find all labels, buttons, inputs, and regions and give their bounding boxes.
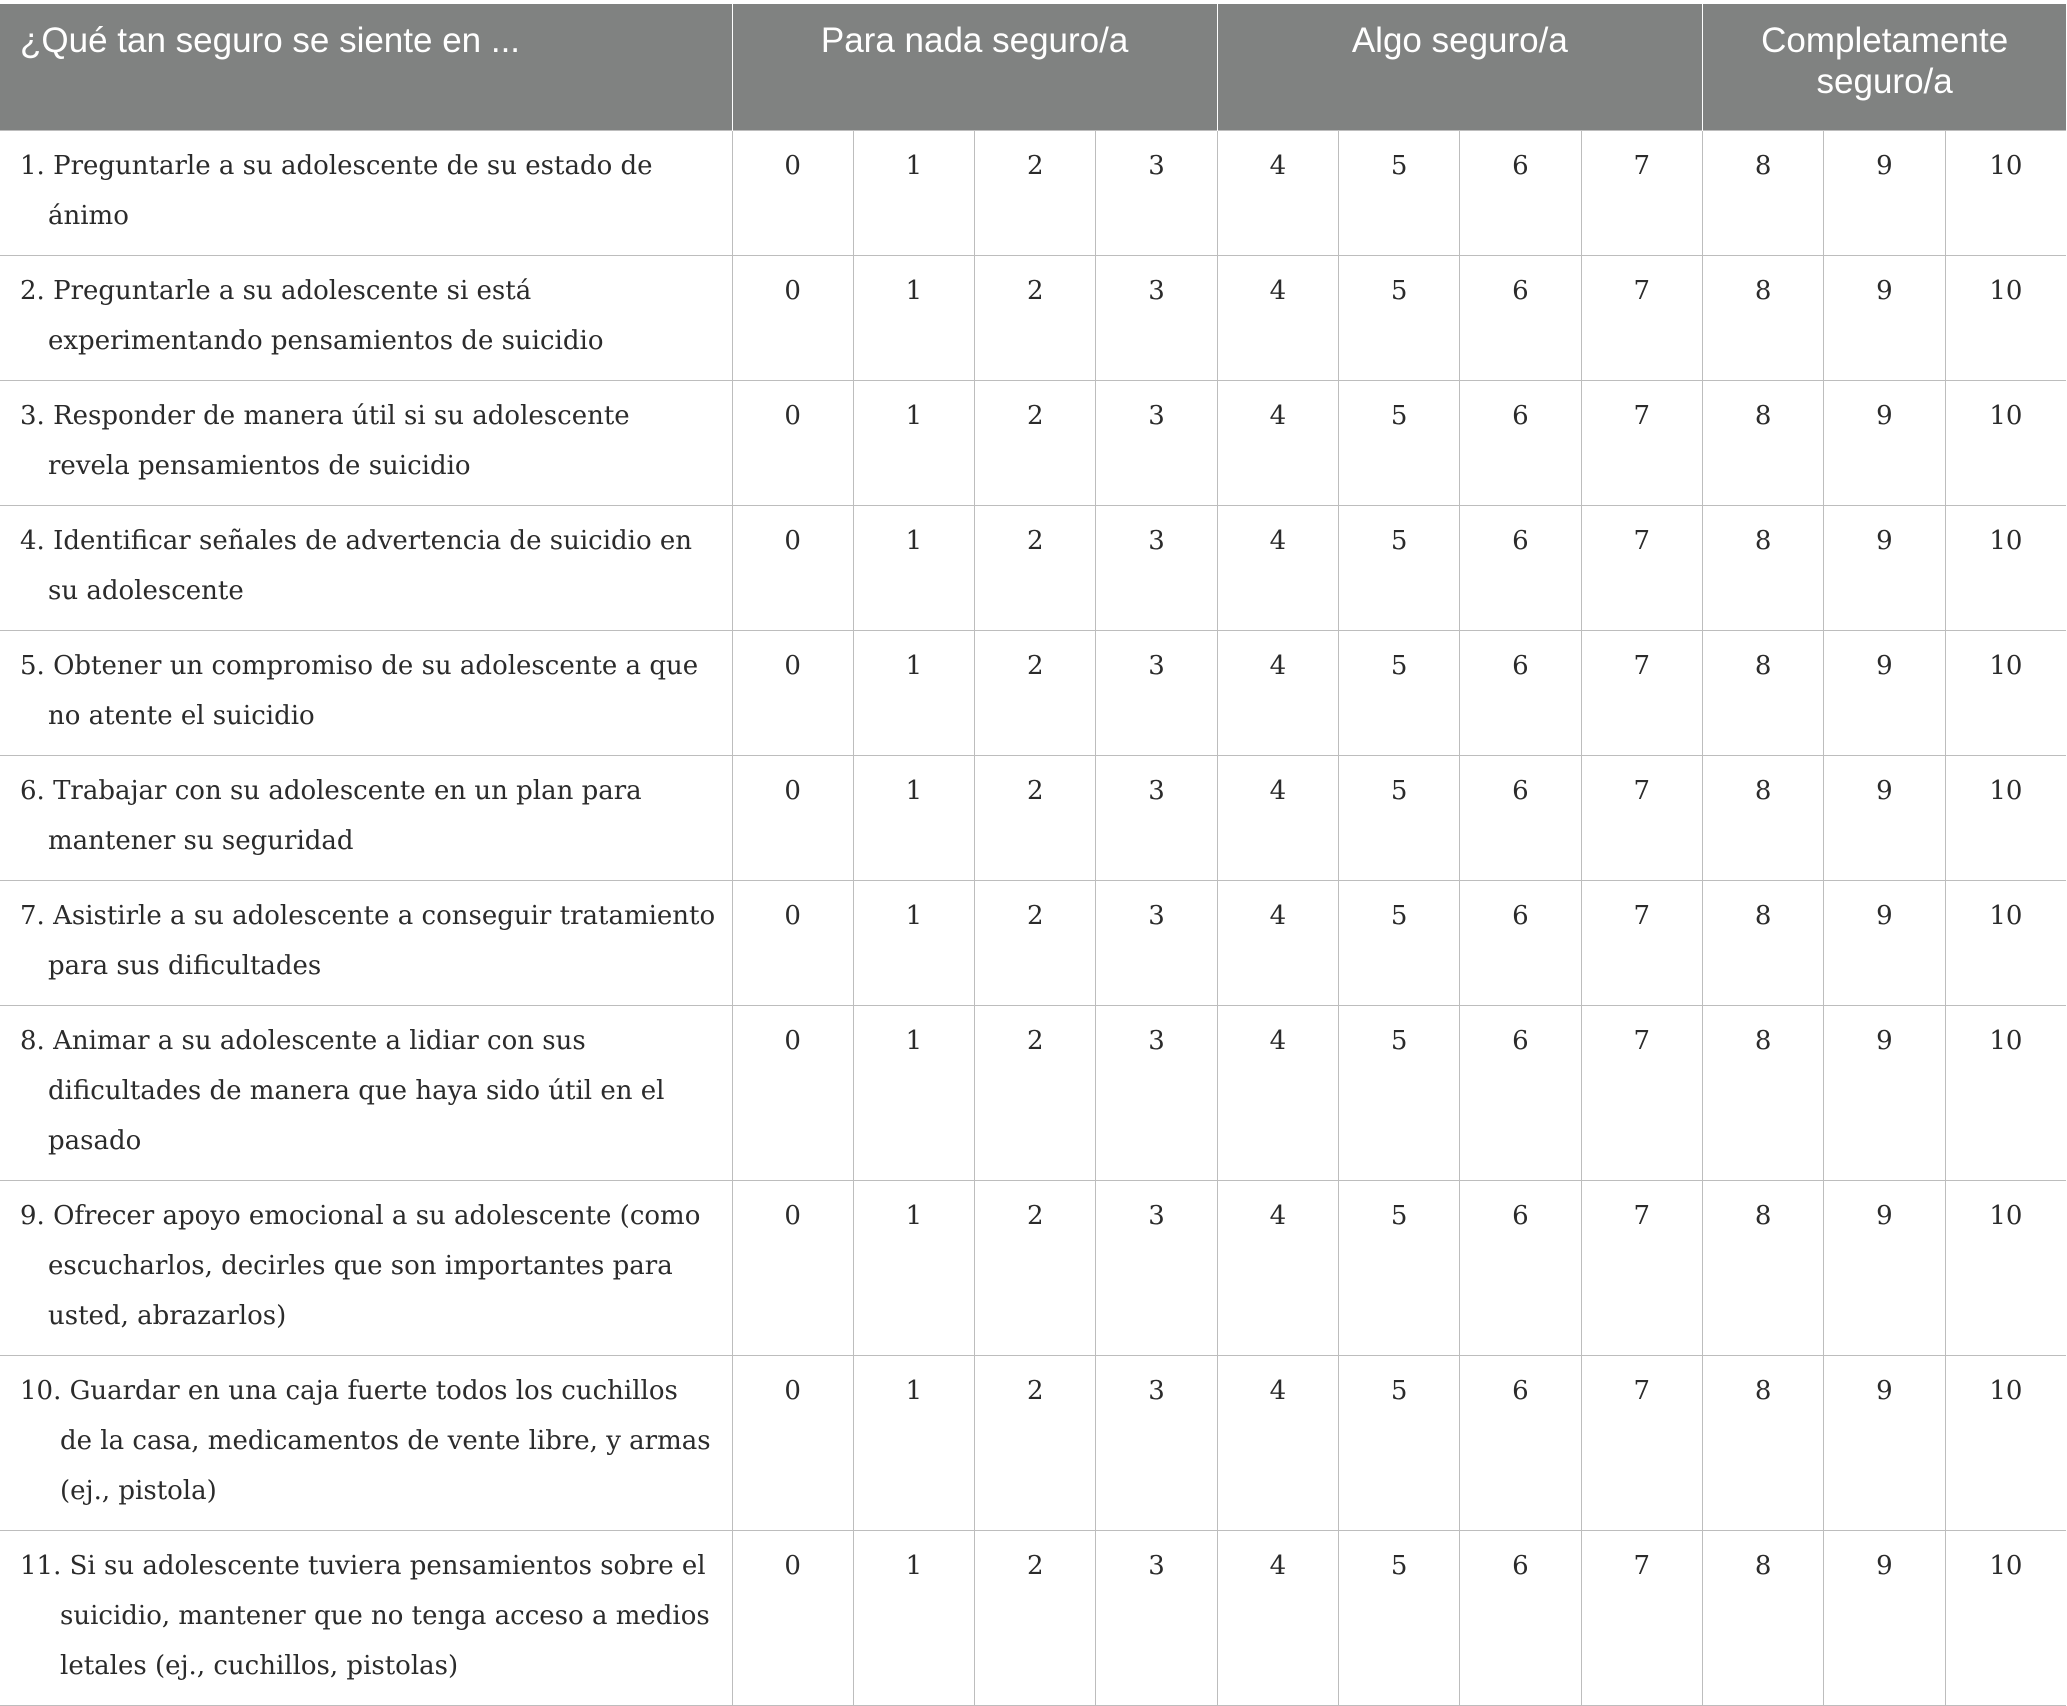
rating-option[interactable]: 8 — [1702, 131, 1823, 256]
rating-option[interactable]: 2 — [975, 381, 1096, 506]
table-row — [0, 1531, 2066, 1706]
rating-option[interactable]: 3 — [1096, 1181, 1217, 1356]
rating-option[interactable]: 7 — [1581, 1181, 1702, 1356]
table-row — [0, 506, 2066, 631]
rating-option[interactable]: 8 — [1702, 631, 1823, 756]
rating-option[interactable]: 9 — [1824, 256, 1945, 381]
rating-option[interactable]: 5 — [1339, 131, 1460, 256]
rating-option[interactable]: 9 — [1824, 881, 1945, 1006]
rating-option[interactable]: 0 — [732, 506, 853, 631]
rating-option[interactable]: 5 — [1339, 631, 1460, 756]
question-cell — [0, 881, 732, 1006]
table-row — [0, 631, 2066, 756]
rating-option[interactable]: 2 — [975, 1006, 1096, 1181]
rating-option[interactable]: 0 — [732, 1181, 853, 1356]
rating-option[interactable]: 4 — [1217, 1181, 1338, 1356]
rating-option[interactable]: 3 — [1096, 1006, 1217, 1181]
rating-option[interactable]: 6 — [1460, 756, 1581, 881]
table-row — [0, 1356, 2066, 1531]
rating-option[interactable]: 0 — [732, 1531, 853, 1706]
question-cell — [0, 756, 732, 881]
rating-option[interactable]: 2 — [975, 631, 1096, 756]
rating-option[interactable]: 5 — [1339, 381, 1460, 506]
question-cell — [0, 631, 732, 756]
rating-option[interactable]: 1 — [853, 756, 974, 881]
rating-option[interactable]: 8 — [1702, 881, 1823, 1006]
rating-option[interactable]: 7 — [1581, 631, 1702, 756]
rating-option[interactable]: 3 — [1096, 506, 1217, 631]
question-cell — [0, 1356, 732, 1531]
rating-option[interactable]: 3 — [1096, 381, 1217, 506]
rating-option[interactable]: 8 — [1702, 256, 1823, 381]
rating-option[interactable]: 8 — [1702, 1531, 1823, 1706]
question-text: 4. Identificar señales de advertencia de suicidio en su adolescente — [20, 526, 693, 606]
rating-option[interactable]: 8 — [1702, 506, 1823, 631]
rating-option[interactable]: 7 — [1581, 756, 1702, 881]
rating-option[interactable]: 8 — [1702, 381, 1823, 506]
question-text: 1. Preguntarle a su adolescente de su estado de ánimo — [20, 151, 653, 231]
rating-option[interactable]: 1 — [853, 1531, 974, 1706]
table-row — [0, 256, 2066, 381]
rating-option[interactable]: 7 — [1581, 1006, 1702, 1181]
table-header-row — [0, 4, 2066, 131]
rating-option[interactable]: 0 — [732, 631, 853, 756]
confidence-scale-table — [0, 4, 2066, 1706]
rating-option[interactable]: 7 — [1581, 506, 1702, 631]
rating-option[interactable]: 3 — [1096, 1356, 1217, 1531]
rating-option[interactable]: 1 — [853, 1356, 974, 1531]
question-text: 9. Ofrecer apoyo emocional a su adolescente (como escucharlos, decirles que son importantes para usted, abrazarlos) — [20, 1201, 701, 1331]
question-text: 5. Obtener un compromiso de su adolescente a que no atente el suicidio — [20, 651, 699, 731]
rating-option[interactable]: 0 — [732, 881, 853, 1006]
question-cell — [0, 1006, 732, 1181]
rating-option[interactable]: 2 — [975, 1356, 1096, 1531]
rating-option[interactable]: 10 — [1945, 756, 2066, 881]
rating-option[interactable]: 0 — [732, 1356, 853, 1531]
question-text: 10. Guardar en una caja fuerte todos los cuchillos de la casa, medicamentos de vente libre, y armas (ej., pistola) — [20, 1376, 711, 1506]
question-cell — [0, 1181, 732, 1356]
rating-option[interactable]: 1 — [853, 1181, 974, 1356]
question-text: 11. Si su adolescente tuviera pensamientos sobre el suicidio, mantener que no tenga acceso a medios letales (ej., cuchillos, pistolas) — [20, 1551, 710, 1681]
rating-option[interactable]: 9 — [1824, 1006, 1945, 1181]
rating-option[interactable]: 10 — [1945, 256, 2066, 381]
table-body — [0, 131, 2066, 1706]
rating-option[interactable]: 7 — [1581, 881, 1702, 1006]
rating-option[interactable]: 6 — [1460, 1356, 1581, 1531]
rating-option[interactable]: 5 — [1339, 1006, 1460, 1181]
rating-option[interactable]: 9 — [1824, 631, 1945, 756]
rating-option[interactable]: 2 — [975, 256, 1096, 381]
rating-option[interactable]: 9 — [1824, 131, 1945, 256]
rating-option[interactable]: 5 — [1339, 1531, 1460, 1706]
rating-option[interactable]: 9 — [1824, 381, 1945, 506]
rating-option[interactable]: 5 — [1339, 1181, 1460, 1356]
rating-option[interactable]: 1 — [853, 881, 974, 1006]
rating-option[interactable]: 10 — [1945, 1006, 2066, 1181]
table-row — [0, 756, 2066, 881]
rating-option[interactable]: 0 — [732, 131, 853, 256]
rating-option[interactable]: 1 — [853, 381, 974, 506]
rating-option[interactable]: 10 — [1945, 506, 2066, 631]
rating-option[interactable]: 5 — [1339, 256, 1460, 381]
rating-option[interactable]: 4 — [1217, 256, 1338, 381]
rating-option[interactable]: 10 — [1945, 631, 2066, 756]
rating-option[interactable]: 9 — [1824, 1181, 1945, 1356]
rating-option[interactable]: 3 — [1096, 1531, 1217, 1706]
rating-option[interactable]: 3 — [1096, 881, 1217, 1006]
table-row — [0, 381, 2066, 506]
rating-option[interactable]: 3 — [1096, 756, 1217, 881]
rating-option[interactable]: 7 — [1581, 131, 1702, 256]
rating-option[interactable]: 5 — [1339, 1356, 1460, 1531]
question-text: 2. Preguntarle a su adolescente si está experimentando pensamientos de suicidio — [20, 276, 604, 356]
header-group-not-confident: Para nada seguro/a — [732, 4, 1217, 131]
rating-option[interactable]: 2 — [975, 1181, 1096, 1356]
rating-option[interactable]: 4 — [1217, 381, 1338, 506]
rating-option[interactable]: 8 — [1702, 1181, 1823, 1356]
rating-option[interactable]: 6 — [1460, 256, 1581, 381]
rating-option[interactable]: 10 — [1945, 381, 2066, 506]
rating-option[interactable]: 6 — [1460, 381, 1581, 506]
question-text: 6. Trabajar con su adolescente en un plan para mantener su seguridad — [20, 776, 642, 856]
table-row — [0, 1006, 2066, 1181]
rating-option[interactable]: 10 — [1945, 1181, 2066, 1356]
rating-option[interactable]: 8 — [1702, 1006, 1823, 1181]
table-row — [0, 1181, 2066, 1356]
rating-option[interactable]: 9 — [1824, 506, 1945, 631]
question-text: 7. Asistirle a su adolescente a conseguir tratamiento para sus dificultades — [20, 901, 716, 981]
rating-option[interactable]: 3 — [1096, 631, 1217, 756]
rating-option[interactable]: 1 — [853, 1006, 974, 1181]
rating-option[interactable]: 1 — [853, 256, 974, 381]
rating-option[interactable]: 2 — [975, 506, 1096, 631]
question-text: 3. Responder de manera útil si su adolescente revela pensamientos de suicidio — [20, 401, 630, 481]
table-row — [0, 131, 2066, 256]
rating-option[interactable]: 0 — [732, 381, 853, 506]
rating-option[interactable]: 7 — [1581, 1531, 1702, 1706]
rating-option[interactable]: 5 — [1339, 506, 1460, 631]
rating-option[interactable]: 6 — [1460, 1006, 1581, 1181]
table-row — [0, 881, 2066, 1006]
rating-option[interactable]: 0 — [732, 256, 853, 381]
rating-option[interactable]: 0 — [732, 756, 853, 881]
rating-option[interactable]: 2 — [975, 131, 1096, 256]
rating-option[interactable]: 9 — [1824, 1531, 1945, 1706]
rating-option[interactable]: 4 — [1217, 756, 1338, 881]
rating-option[interactable]: 8 — [1702, 756, 1823, 881]
rating-option[interactable]: 5 — [1339, 756, 1460, 881]
question-text: 8. Animar a su adolescente a lidiar con sus dificultades de manera que haya sido útil en el pasado — [20, 1026, 665, 1156]
header-question: ¿Qué tan seguro se siente en ... — [0, 4, 732, 131]
question-cell — [0, 506, 732, 631]
rating-option[interactable]: 4 — [1217, 1356, 1338, 1531]
rating-option[interactable]: 6 — [1460, 1181, 1581, 1356]
question-cell — [0, 131, 732, 256]
rating-option[interactable]: 6 — [1460, 631, 1581, 756]
rating-option[interactable]: 10 — [1945, 131, 2066, 256]
rating-option[interactable]: 4 — [1217, 1531, 1338, 1706]
rating-option[interactable]: 6 — [1460, 506, 1581, 631]
header-group-completely-confident: Completamente seguro/a — [1702, 4, 2066, 131]
header-group-somewhat-confident: Algo seguro/a — [1217, 4, 1702, 131]
rating-option[interactable]: 4 — [1217, 881, 1338, 1006]
rating-option[interactable]: 5 — [1339, 881, 1460, 1006]
rating-option[interactable]: 2 — [975, 881, 1096, 1006]
rating-option[interactable]: 10 — [1945, 1531, 2066, 1706]
rating-option[interactable]: 4 — [1217, 131, 1338, 256]
rating-option[interactable]: 9 — [1824, 1356, 1945, 1531]
rating-option[interactable]: 8 — [1702, 1356, 1823, 1531]
question-cell — [0, 256, 732, 381]
rating-option[interactable]: 1 — [853, 131, 974, 256]
question-cell — [0, 1531, 732, 1706]
rating-option[interactable]: 1 — [853, 631, 974, 756]
rating-option[interactable]: 7 — [1581, 256, 1702, 381]
rating-option[interactable]: 10 — [1945, 881, 2066, 1006]
rating-option[interactable]: 6 — [1460, 881, 1581, 1006]
rating-option[interactable]: 7 — [1581, 381, 1702, 506]
rating-option[interactable]: 6 — [1460, 1531, 1581, 1706]
rating-option[interactable]: 3 — [1096, 256, 1217, 381]
rating-option[interactable]: 6 — [1460, 131, 1581, 256]
rating-option[interactable]: 10 — [1945, 1356, 2066, 1531]
rating-option[interactable]: 2 — [975, 1531, 1096, 1706]
rating-option[interactable]: 4 — [1217, 506, 1338, 631]
rating-option[interactable]: 2 — [975, 756, 1096, 881]
rating-option[interactable]: 4 — [1217, 1006, 1338, 1181]
rating-option[interactable]: 1 — [853, 506, 974, 631]
question-cell — [0, 381, 732, 506]
rating-option[interactable]: 4 — [1217, 631, 1338, 756]
rating-option[interactable]: 7 — [1581, 1356, 1702, 1531]
rating-option[interactable]: 0 — [732, 1006, 853, 1181]
rating-option[interactable]: 9 — [1824, 756, 1945, 881]
rating-option[interactable]: 3 — [1096, 131, 1217, 256]
